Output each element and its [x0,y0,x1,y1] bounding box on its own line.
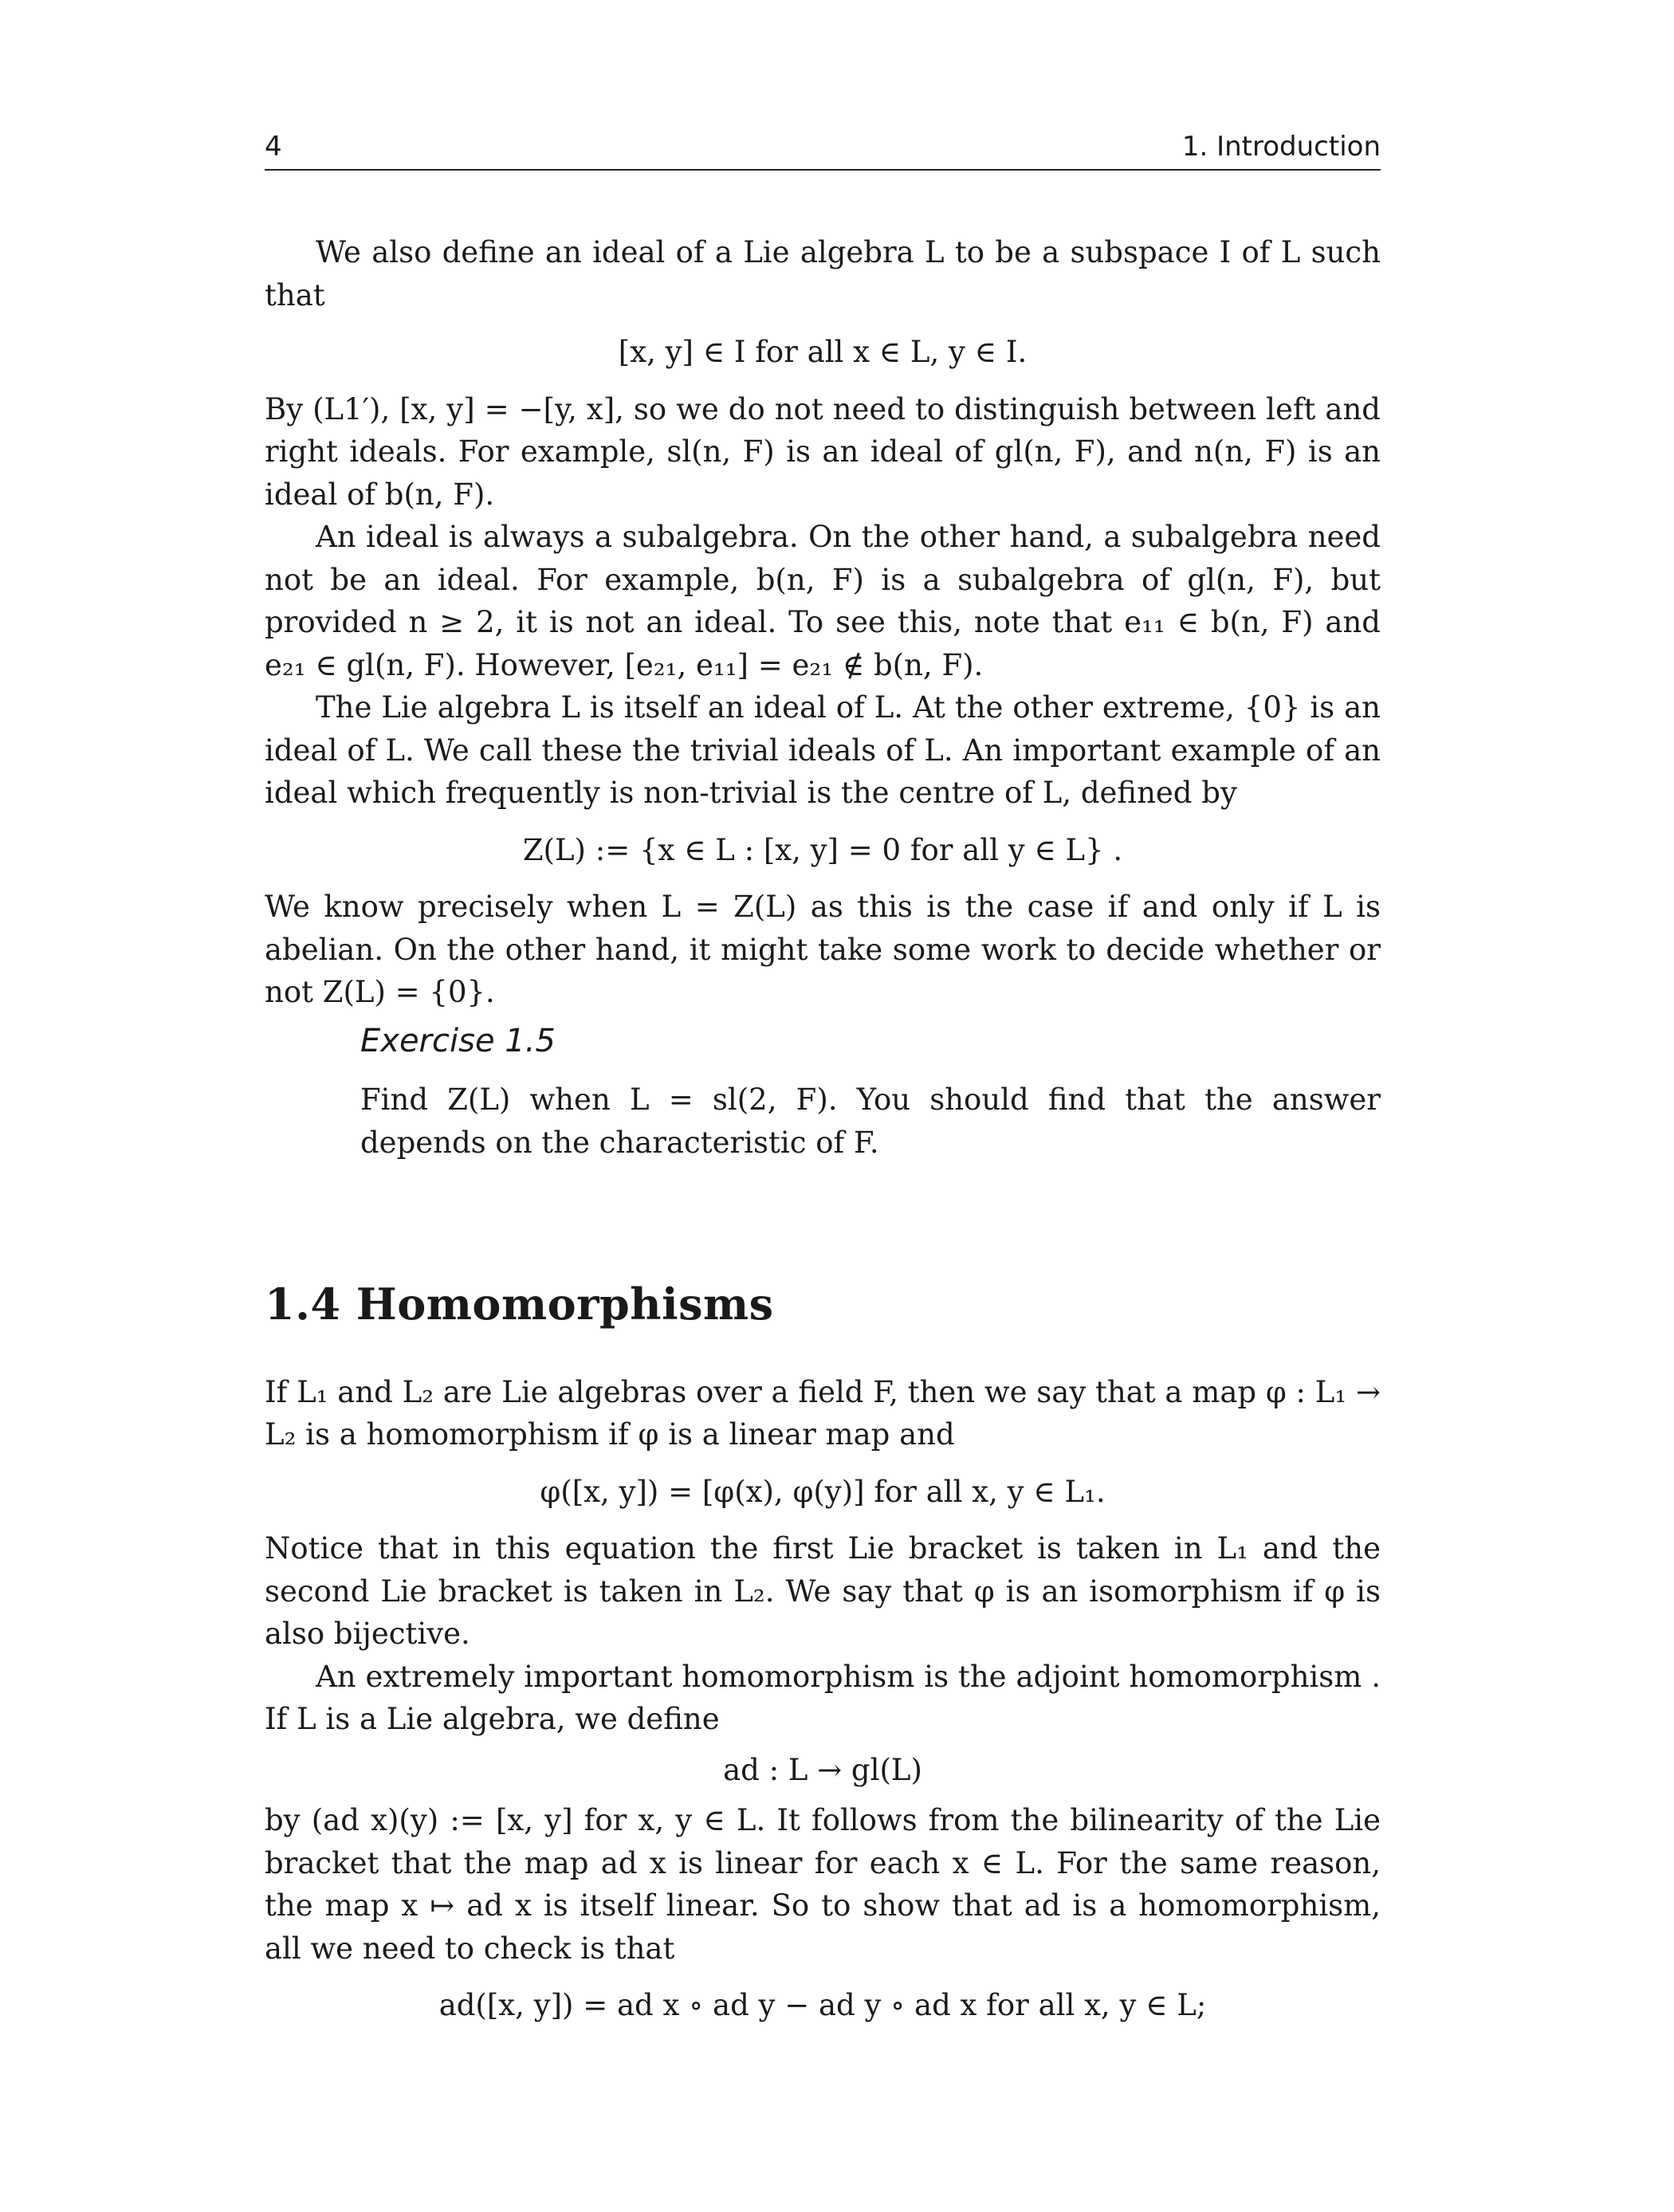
exercise-block [360,1020,1381,1165]
equation-centre: Z(L) := {x ∈ L : [x, y] = 0 for all y ∈ L} . [522,832,1123,867]
paragraph-left-right-ideals: By (L1′), [x, y] = −[y, x], so we do not need to distinguish between left and right ideals. For example, sl(n, F) is an ideal of gl(n, F), and n(n, F) is an ideal of b(n, F). [265,391,1381,512]
exercise-text: Find Z(L) when L = sl(2, F). You should find that the answer depends on the characteristic of F. [360,1082,1381,1160]
running-header [265,128,1381,171]
equation-homomorphism: φ([x, y]) = [φ(x), φ(y)] for all x, y ∈ L₁. [540,1474,1106,1509]
section-heading: 1.4 Homomorphisms [265,1279,774,1330]
chapter-title: 1. Introduction [1181,131,1381,163]
equation-ad-homomorphism: ad([x, y]) = ad x ∘ ad y − ad y ∘ ad x for all x, y ∈ L; [438,1988,1207,2022]
page-body [265,231,1381,2041]
paragraph-isomorphism: Notice that in this equation the first Lie bracket is taken in L₁ and the second Lie bracket is taken in L₂. We say that φ is an isomorphism if φ is also bijective. [265,1531,1381,1651]
paragraph-homomorphism-definition: If L₁ and L₂ are Lie algebras over a field F, then we say that a map φ : L₁ → L₂ is a homomorphism if φ is a linear map and [265,1374,1381,1452]
paragraph-ideal-definition: We also define an ideal of a Lie algebra L to be a subspace I of L such that [265,235,1381,312]
page-number: 4 [265,131,282,163]
equation-ad-map: ad : L → gl(L) [723,1752,922,1787]
exercise-title: Exercise 1.5 [360,1022,556,1059]
paragraph-ad-linear: by (ad x)(y) := [x, y] for x, y ∈ L. It follows from the bilinearity of the Lie bracket that the map ad x is linear for each x ∈ L. For the same reason, the map x ↦ ad x is itself linear. So to show that ad is a homomorphism, all we need to check is that [265,1803,1381,1966]
paragraph-trivial-ideals: The Lie algebra L is itself an ideal of L. At the other extreme, {0} is an ideal of L. We call these the trivial ideals of L. An important example of an ideal which frequently is non-trivial is the centre of L, defined by [265,690,1381,810]
equation-ideal: [x, y] ∈ I for all x ∈ L, y ∈ I. [618,335,1028,369]
paragraph-abelian: We know precisely when L = Z(L) as this is the case if and only if L is abelian. On the other hand, it might take some work to decide whether or not Z(L) = {0}. [265,890,1381,1009]
paragraph-subalgebra: An ideal is always a subalgebra. On the other hand, a subalgebra need not be an ideal. For example, b(n, F) is a subalgebra of gl(n, F), but provided n ≥ 2, it is not an ideal. To see this, note that e₁₁ ∈ b(n, F) and e₂₁ ∈ gl(n, F). However, [e₂₁, e₁₁] = e₂₁ ∉ b(n, F). [265,520,1381,682]
paragraph-adjoint: An extremely important homomorphism is the adjoint homomorphism . If L is a Lie algebra, we define [265,1659,1381,1736]
